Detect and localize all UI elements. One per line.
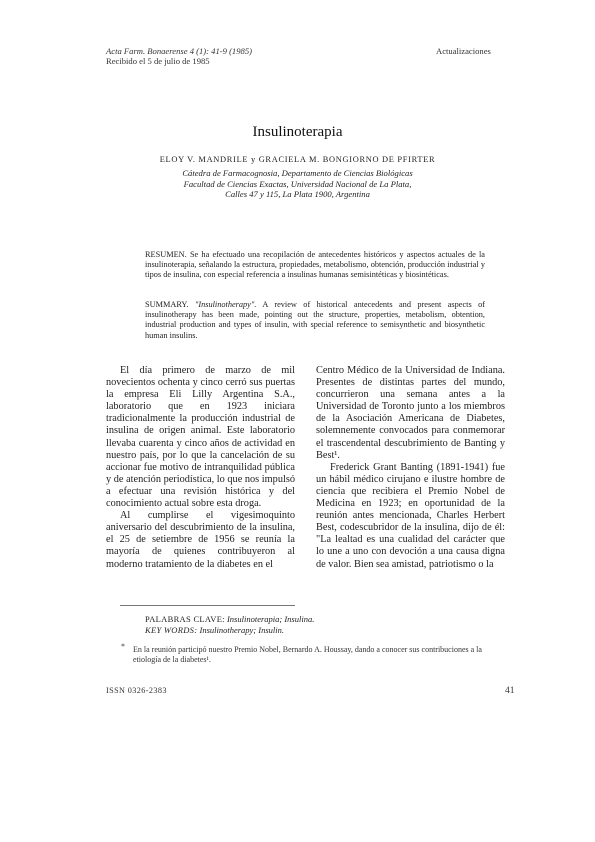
keywords-es-label: PALABRAS CLAVE: [145, 614, 225, 624]
footnote-rule [120, 605, 295, 606]
body-paragraph: Centro Médico de la Universidad de Indiana. Presentes de distintas partes del mundo, concurrieron una semana antes a la Universidad de Toronto junto a los miembros de la Asociación Americana de Diabetes, solemnemente convocados para conmemorar el trascendental descubrimiento de Banting y Best¹. [316, 365, 505, 461]
keywords-en-value: Insulinotherapy; Insulin. [199, 625, 285, 635]
page-number: 41 [505, 686, 515, 696]
keywords-en [145, 625, 284, 635]
body-column-right [316, 365, 505, 571]
running-header [106, 46, 252, 66]
summary-label: SUMMARY. [145, 300, 189, 309]
affiliation [140, 168, 455, 200]
summary-title: "Insulinotherapy". [194, 300, 257, 309]
footnote-text: En la reunión participó nuestro Premio Nobel, Bernardo A. Houssay, dando a conocer sus contribuciones a la etiología de la diabetes¹. [133, 645, 482, 665]
keywords-es [145, 614, 314, 624]
issn: ISSN 0326-2383 [106, 686, 167, 695]
summary-text: A review of historical antecedents and present aspects of insulinotherapy has been made, pointing out the structure, properties, metabolism, obtention, industrial production and types of insulin, with special reference to semisynthetic and biosynthetic human insulins. [145, 300, 485, 340]
affiliation-line: Cátedra de Farmacognosia, Departamento de Ciencias Biológicas [182, 168, 413, 178]
resumen [145, 250, 485, 281]
body-paragraph: El día primero de marzo de mil novecientos ochenta y cinco cerró sus puertas la empresa Eli Lilly Argentina S.A., laboratorio que en 1923 iniciara tradicionalmente la producción industrial de insulina de origen animal. Este laboratorio llevaba cuarenta y cinco años de actividad en nuestro país, por lo que la cancelación de su accionar fue motivo de intranquilidad pública y de atención periodística, lo que nos impulsó a efectuar una revisión histórica y del conocimiento actual sobre esta droga. [106, 365, 295, 510]
received-date: Recibido el 5 de julio de 1985 [106, 56, 210, 66]
affiliation-line: Facultad de Ciencias Exactas, Universidad Nacional de La Plata, [183, 178, 412, 189]
journal-citation: Acta Farm. Bonaerense 4 (1): 41-9 (1985) [106, 46, 252, 56]
keywords-es-value: Insulinoterapia; Insulina. [226, 614, 315, 624]
resumen-label: RESUMEN. [145, 250, 187, 259]
affiliation-line: Calles 47 y 115, La Plata 1900, Argentina [225, 189, 370, 200]
article-authors: ELOY V. MANDRILE y GRACIELA M. BONGIORNO DE PFIRTER [159, 155, 436, 164]
summary [145, 300, 485, 341]
footnote-mark: * [121, 642, 125, 651]
body-column-left [106, 365, 295, 571]
article-title: Insulinoterapia [252, 124, 343, 140]
keywords-en-label: KEY WORDS: [145, 625, 198, 635]
resumen-text: Se ha efectuado una recopilación de antecedentes históricos y aspectos actuales de la insulinoterapia, señalando la estructura, propiedades, metabolismo, obtención, producción industrial y tipos de insulina, con especial referencia a insulinas humanas semisintéticas y biosintéticas. [145, 250, 485, 280]
body-paragraph: Al cumplirse el vigesimoquinto aniversario del descubrimiento de la insulina, el 25 de setiembre de 1956 se reunía la mayoría de quienes contribuyeron al moderno tratamiento de la diabetes en el [106, 510, 295, 570]
section-label: Actualizaciones [436, 46, 491, 56]
body-paragraph: Frederick Grant Banting (1891-1941) fue un hábil médico cirujano e ilustre hombre de ciencia que recibiera el Premio Nobel de Medicina en 1923; en oportunidad de la reunión antes mencionada, Charles Herbert Best, codescubridor de la insulina, dijo de él: "La lealtad es una cualidad del carácter que lo une a uno con devoción a una causa digna de valor. Bien sea amistad, patriotismo o la [316, 461, 505, 570]
